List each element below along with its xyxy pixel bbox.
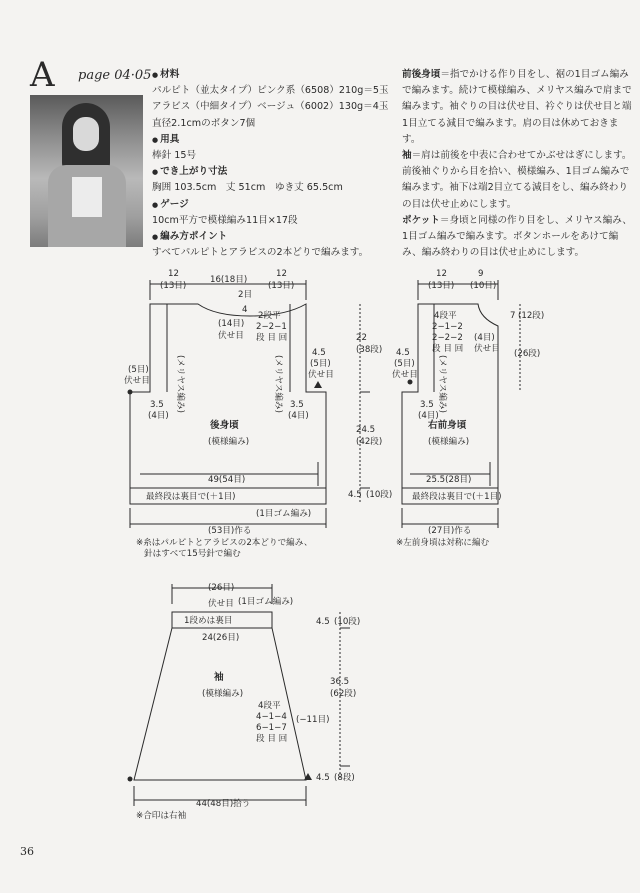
back-right-arm-sub2: 伏せ目 (308, 370, 334, 380)
front-neck-rule-2: 2−1−2 (432, 322, 463, 332)
sleeve-bind: 伏せ目 (208, 599, 234, 609)
back-top-left: 12 (168, 269, 179, 279)
front-top-right: 9 (478, 269, 484, 279)
front-arm: 3.5 (420, 400, 434, 410)
page-reference: page 04·05 (78, 68, 152, 83)
front-marker-dot (408, 380, 413, 385)
tools-line-1: 棒針 15号 (152, 150, 197, 162)
materials-line-3: 直径2.1cmのボタン7個 (152, 117, 256, 129)
front-title-sub: (模様編み) (428, 437, 470, 447)
back-stockinette-left: (メリヤス編み) (175, 355, 185, 413)
back-neck-off2: 伏せ目 (218, 331, 244, 341)
materials-title: ● 材料 (152, 67, 382, 83)
front-arm-sub: (4目) (418, 411, 439, 421)
sleeve-rib-height: 4.5 (316, 617, 330, 627)
back-top-right-sub: (13目) (268, 281, 295, 291)
instruction-sleeve-head: 袖 (402, 150, 412, 162)
gauge-line-1: 10cm平方で模様編み11目×17段 (152, 214, 298, 226)
back-left-arm: (5目) (128, 365, 149, 375)
back-neck-rule-2: 2−2−1 (256, 322, 287, 332)
back-marker-dot (128, 390, 133, 395)
front-arm-w-sub2: 伏せ目 (392, 370, 418, 380)
front-neck-height-sub: (12段) (518, 311, 545, 321)
instruction-pocket-text: ＝身頃と同様の作り目をし、メリヤス編み、1目ゴム編みで編みます。ボタンホールをあけて編み、編み終わりの目は伏せ止めにします。 (402, 214, 632, 259)
instruction-pocket-head: ポケット (402, 214, 440, 226)
back-cast-on: (53目)作る (208, 526, 252, 536)
back-neck-depth: 4 (242, 305, 248, 315)
back-rib: (1目ゴム編み) (256, 509, 312, 519)
back-title-sub: (模様編み) (208, 437, 250, 447)
sleeve-dec-rule-4: 段 目 回 (256, 734, 288, 744)
back-arm-right-sub: (4目) (288, 411, 309, 421)
front-neck-rule-4: 段 目 回 (432, 344, 464, 354)
materials-line-2: アラビス（中細タイプ）ベージュ（6002）130g＝4玉 (152, 101, 389, 113)
front-cast-on: (27目)作る (428, 526, 472, 536)
front-width: 25.5(28目) (426, 475, 472, 485)
front-stockinette: (メリヤス編み) (437, 355, 447, 413)
materials-line-1: パルピト（並太タイプ）ピンク系（6508）210g＝5玉 (152, 85, 389, 97)
sleeve-note: ※合印は右袖 (136, 811, 187, 821)
back-note-1: ※糸はパルピトとアラビスの2本どりで編み、 (136, 538, 313, 548)
back-arm-left: 3.5 (150, 400, 164, 410)
instruction-sleeve-text: ＝肩は前後を中表に合わせてかぶせはぎにします。前後袖ぐりから目を拾い、模様編み、1目ゴム編みで編みます。袖下は端2目立てる減目をし、編み終わりの目は伏せ止めにします。 (402, 150, 632, 210)
sleeve-title: 袖 (214, 672, 224, 683)
sleeve-inner-width: 24(26目) (202, 633, 240, 643)
back-rib-height: 4.5 (348, 490, 362, 500)
back-body-height-sub: (42段) (356, 437, 383, 447)
size-title: ● でき上がり寸法 (152, 164, 382, 180)
sleeve-width: 44(48目)拾う (196, 799, 251, 809)
pattern-letter: A (30, 55, 55, 95)
instruction-body-head: 前後身頃 (402, 69, 441, 80)
sleeve-rib-height-sub: (10段) (334, 617, 361, 627)
back-top-mid: 16(18目) (210, 275, 248, 285)
back-arm-left-sub: (4目) (148, 411, 169, 421)
front-arm-w-sub: (5目) (394, 359, 415, 369)
front-neck-height: 7 (510, 311, 516, 321)
back-neck-two: 2目 (238, 290, 253, 300)
back-title: 後身頃 (210, 420, 239, 431)
front-side-height: (26段) (514, 349, 541, 359)
front-neck-off: (4目) (474, 333, 495, 343)
back-stockinette-right: (メリヤス編み) (273, 355, 283, 413)
size-line-1: 胸囲 103.5cm 丈 51cm ゆき丈 65.5cm (152, 182, 343, 194)
sleeve-rib: (1目ゴム編み) (238, 597, 294, 607)
page-number: 36 (20, 845, 34, 858)
points-line-1: すべてパルピトとアラビスの2本どりで編みます。 (152, 247, 369, 259)
sleeve-top: (26目) (208, 583, 235, 593)
sleeve-dec-rule-2: 4−1−4 (256, 712, 287, 722)
back-right-arm-sub: (5目) (310, 359, 331, 369)
sleeve-first-row: 1段めは裏目 (184, 616, 233, 626)
back-width: 49(54目) (208, 475, 246, 485)
front-note: ※左前身頃は対称に編む (396, 538, 490, 548)
back-marker-triangle (314, 381, 322, 388)
tools-title: ● 用具 (152, 132, 382, 148)
front-top-left-sub: (13目) (428, 281, 455, 291)
front-top-right-sub: (10目) (470, 281, 497, 291)
back-upper-height-sub: (38段) (356, 345, 383, 355)
sleeve-dec-total: (−11目) (296, 715, 330, 725)
back-right-arm: 4.5 (312, 348, 326, 358)
back-neck-rule-3: 段 目 回 (256, 333, 288, 343)
front-last-row: 最終段は裏目で(＋1目) (412, 492, 502, 502)
back-last-row: 最終段は裏目で(＋1目) (146, 492, 236, 502)
sleeve-length: 36.5 (330, 677, 350, 687)
sleeve-bottom-height-sub: (8段) (334, 773, 355, 783)
back-neck-off: (14目) (218, 319, 245, 329)
back-top-right: 12 (276, 269, 287, 279)
back-body-height: 24.5 (356, 425, 376, 435)
front-neck-rule-1: 4段平 (434, 311, 457, 321)
sleeve-length-sub: (62段) (330, 689, 357, 699)
back-left-arm2: 伏せ目 (124, 376, 150, 386)
front-neck-off2: 伏せ目 (474, 344, 500, 354)
front-arm-w: 4.5 (396, 348, 410, 358)
back-upper-height: 22 (356, 333, 367, 343)
front-title: 右前身頃 (428, 420, 467, 431)
sleeve-dec-rule-1: 4段平 (258, 701, 281, 711)
back-rib-height-sub: (10段) (366, 490, 393, 500)
back-neck-rule-1: 2段平 (258, 311, 281, 321)
sleeve-bottom-height: 4.5 (316, 773, 330, 783)
back-note-2: 針はすべて15号針で編む (144, 549, 241, 559)
sleeve-title-sub: (模様編み) (202, 689, 244, 699)
back-arm-right: 3.5 (290, 400, 304, 410)
sleeve-marker-dot (128, 777, 133, 782)
back-top-left-sub: (13目) (160, 281, 187, 291)
points-title: ● 編み方ポイント (152, 229, 382, 245)
front-neck-rule-3: 2−2−2 (432, 333, 463, 343)
front-top-left: 12 (436, 269, 447, 279)
sleeve-dec-rule-3: 6−1−7 (256, 723, 287, 733)
instruction-body-text: ＝指でかける作り目をし、裾の1目ゴム編みで編みます。続けて模様編み、メリヤス編みで肩まで編みます。袖ぐりの目は伏せ目、衿ぐりは伏せ目と端1目立てる減目で編みます。肩の目は休めておきます。 (402, 69, 632, 145)
gauge-title: ● ゲージ (152, 197, 382, 213)
